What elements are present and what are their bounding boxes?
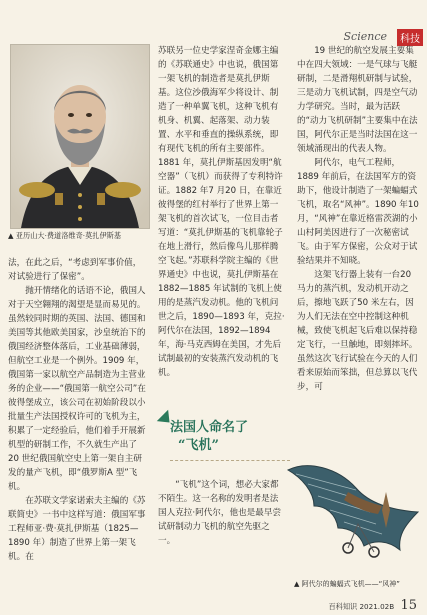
column-2-lower [158, 478, 286, 548]
page-footer [328, 598, 417, 613]
paragraph: 苏联另一位史学家涅奇金娜主编的《苏联通史》中也说，俄国第一架飞机的制造者是莫扎伊斯基。这位沙俄海军少将设计、制造了一种单翼飞机，这种飞机有机身、机翼、起落架、动力装置、水平和垂直的操纵系统，即有现代飞机的所有主要部件。1881 年，莫扎伊斯基因发明“航空器”（飞机）而获得了专利特许证。1882 年7 月20 日，在靠近彼得堡的红村举行了世界上第一架飞机的首次试飞，一位目击者写道：“莫扎伊斯基的飞机靠轮子在地上滑行，然后像鸟儿那样腾空飞起。”苏联科学院主编的《世界通史》中也说，莫扎伊斯基在1882—1885 年试制的飞机上使用的是蒸汽发动机。他的飞机问世之后，1890—1893 年，克拉·阿代尔在法国，1892—1894 年，海·马克西姆在美国，才先后试制最初的安装蒸汽发动机的飞机。 [158, 46, 285, 378]
paragraph: 19 世纪的航空发展主要集中在四大领域：一是气球与飞艇研制，二是滑翔机研制与试验，三是动力飞机试制，四是空气动力学研究。当时，最为活跃的“动力飞机研制”主要集中在法国，阿代尔正是当时法国在这一领域涌现出的代表人物。 [297, 46, 418, 154]
heading-divider [170, 460, 290, 461]
paragraph: 在苏联文学家诺索夫主编的《苏联简史》一书中这样写道：俄国军事工程师亚·费·莫扎伊斯基（1825—1890 年）制造了世界上第一架飞机。在 [8, 496, 146, 562]
section-heading [164, 416, 292, 468]
column-2 [158, 44, 286, 380]
bat-wing-aircraft-icon [278, 440, 427, 580]
paragraph: 这架飞行器上装有一台20 马力的蒸汽机，发动机开动之后，擦地飞跃了50 米左右，因为人们无法在空中控制这种机械，致使飞机起飞后难以保持稳定飞行，一旦触地，即刻摔坏。虽然这次飞行试验在今天的人们看来原始而笨拙，但总算以飞代步，可 [297, 270, 418, 392]
column-3 [297, 44, 421, 394]
section-header [0, 0, 427, 44]
column-1 [8, 256, 146, 564]
avion-illustration [278, 440, 427, 580]
magazine-issue: 百科知识 2021.02B [328, 602, 395, 611]
paragraph: 阿代尔，电气工程师，1889 年前后，在法国军方的资助下，他设计制造了一架蝙蝠式飞机，取名“风神”。1890 年10 月，“风神”在靠近格雷茨湖的小山村阿美因进行了一次秘密试飞。由于军方保密，公众对于试验结果并不知晓。 [297, 158, 419, 266]
paragraph: 法，在此之后，“考虑到军事价值，对试验进行了保密”。 [8, 258, 142, 282]
page-number: 15 [400, 598, 417, 613]
paragraph: “飞机”这个词，想必大家都不陌生。这一名称的发明者是法国人克拉·阿代尔，他也是最早尝试研制动力飞机的航空先驱之一。 [158, 480, 282, 546]
paragraph: 抛开情绪化的话语不论，俄国人对于天空翱翔的渴望是显而易见的。虽然较同时期的英国、法国、德国和美国等其他欧美国家，沙皇统治下的俄国经济整体落后，工业基础薄弱，但航空工业是一个例外。1909 年，俄国第一家以航空产品制造为主营业务的企业——“俄国第一航空公司”在彼得堡成立，该公司在初始阶段以小批量生产法国授权许可的飞机为主，积累了一定经验后，他们着手开展新机型的研制工作，不久就生产出了20 世纪俄国航空史上第一架自主研发的量产飞机，即“俄罗斯A 型”飞机。 [8, 286, 146, 492]
portrait-illustration [11, 45, 149, 228]
heading-line-2: “飞机” [178, 438, 219, 453]
avion-caption: ▲ 阿代尔的蝙蝠式飞机——“风神” [294, 580, 400, 588]
portrait-image [10, 44, 150, 229]
heading-line-1: 法国人命名了 [170, 420, 249, 435]
portrait-caption: ▲ 亚历山大·费道洛维奇·莫扎伊斯基 [8, 231, 122, 240]
section-label-en: Science [343, 30, 387, 43]
section-tag: 科技 [397, 29, 423, 46]
